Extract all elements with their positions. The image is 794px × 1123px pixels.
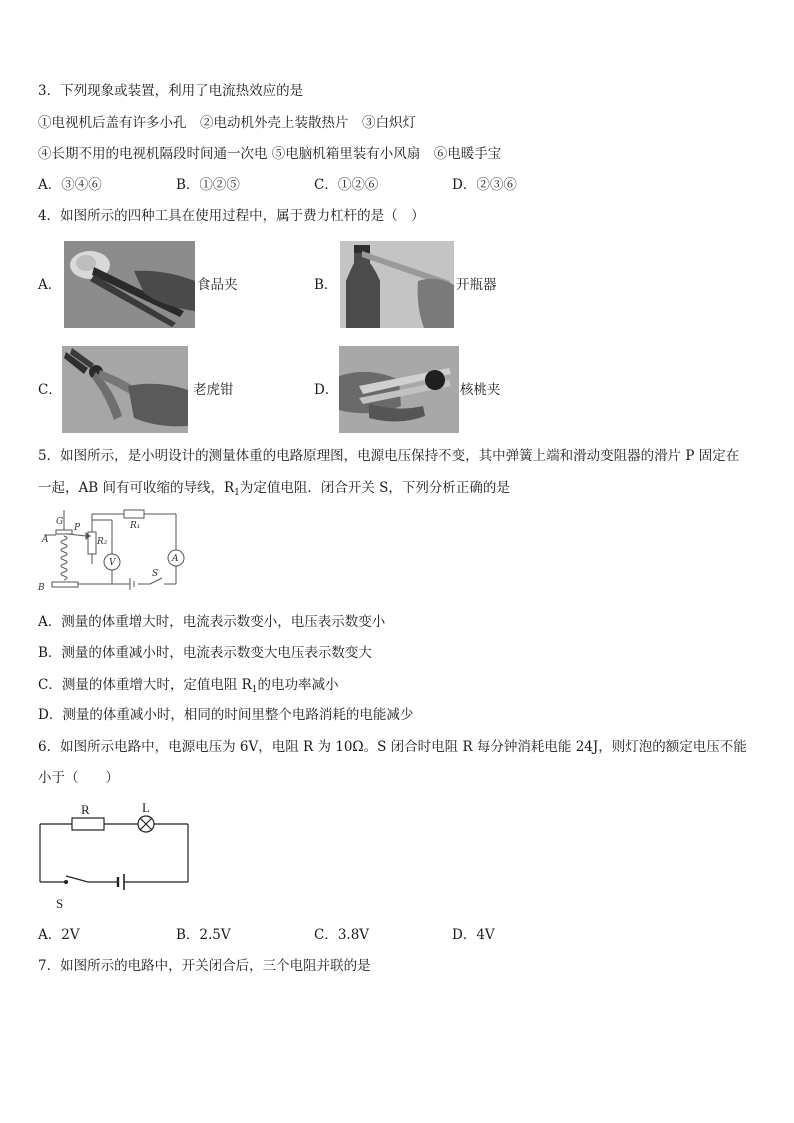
label-s: S: [56, 896, 64, 911]
q4-option-c-letter: C．: [38, 382, 62, 398]
label-r1: R₁: [130, 521, 141, 531]
q6-option-b: B．2.5V: [176, 927, 231, 943]
q6-stem-line1: 6．如图所示电路中，电源电压为 6V，电阻 R 为 10Ω。S 闭合时电阻 R 每分钟消耗电能 24J，则灯泡的额定电压不能: [38, 739, 747, 755]
nutcracker-photo: [339, 346, 459, 433]
q5-stem-line1: 5．如图所示，是小明设计的测量体重的电路原理图，电源电压保持不变，其中弹簧上端和滑动变阻器的滑片 P 固定在: [38, 448, 740, 464]
bottle-opener-icon: [340, 241, 454, 328]
label-r2: R₂: [97, 537, 108, 547]
q7-stem: 7．如图所示的电路中，开关闭合后，三个电阻并联的是: [38, 958, 371, 974]
bottle-opener-photo: [340, 241, 454, 328]
q3-option-c: C．①②⑥: [314, 177, 379, 193]
q5-option-d: D．测量的体重减小时，相同的时间里整个电路消耗的电能减少: [38, 707, 414, 723]
ammeter-label: A: [172, 554, 179, 564]
food-tongs-icon: [64, 241, 195, 328]
q4-option-b-letter: B．: [314, 277, 338, 293]
pliers-icon: [62, 346, 188, 433]
q4-option-c-caption: 老虎钳: [193, 382, 234, 398]
nutcracker-icon: [339, 346, 459, 433]
q4-stem: 4．如图所示的四种工具在使用过程中，属于费力杠杆的是（ ）: [38, 208, 425, 224]
q6-option-c: C．3.8V: [314, 927, 370, 943]
q3-items-line2: ④长期不用的电视机隔段时间通一次电 ⑤电脑机箱里装有小风扇 ⑥电暖手宝: [38, 146, 502, 162]
q4-option-b-caption: 开瓶器: [456, 277, 497, 293]
switch-s-icon: [66, 876, 88, 882]
label-l: L: [142, 800, 150, 815]
voltmeter-label: V: [109, 558, 116, 568]
label-b: B: [38, 583, 45, 593]
q3-option-a: A．③④⑥: [38, 177, 102, 193]
q6-option-d: D．4V: [452, 927, 495, 943]
lamp-resistor-circuit-diagram: [38, 798, 198, 912]
q5-option-b: B．测量的体重减小时，电流表示数变大电压表示数变大: [38, 645, 372, 661]
pliers-photo: [62, 346, 188, 433]
q4-option-d-letter: D．: [314, 382, 339, 398]
resistor-r: [72, 818, 104, 830]
q5-option-c: C．测量的体重增大时，定值电阻 $R_1$的电功率减小: [38, 677, 339, 695]
q3-option-d: D．②③⑥: [452, 177, 517, 193]
label-r: R: [81, 802, 90, 817]
label-g: G: [56, 517, 64, 527]
food-tongs-photo: [64, 241, 195, 328]
q3-items-line1: ①电视机后盖有许多小孔 ②电动机外壳上装散热片 ③白炽灯: [38, 115, 416, 131]
q5-option-a: A．测量的体重增大时，电流表示数变小，电压表示数变小: [38, 614, 386, 630]
switch-label: S: [152, 569, 159, 579]
weight-scale-circuit-diagram: [34, 506, 184, 596]
q4-option-a-letter: A．: [38, 277, 62, 293]
q6-option-a: A．2V: [38, 927, 80, 943]
label-a: A: [42, 535, 49, 545]
q5-stem-line2: 一起，AB 间有可收缩的导线，$R_1$为定值电阻．闭合开关 S，下列分析正确的是: [38, 480, 510, 498]
q6-stem-line2: 小于（ ）: [38, 770, 119, 786]
q3-option-b: B．①②⑤: [176, 177, 240, 193]
q4-option-d-caption: 核桃夹: [460, 382, 501, 398]
label-p: P: [74, 523, 81, 533]
q4-option-a-caption: 食品夹: [197, 277, 238, 293]
q3-stem: 3．下列现象或装置，利用了电流热效应的是: [38, 83, 304, 99]
